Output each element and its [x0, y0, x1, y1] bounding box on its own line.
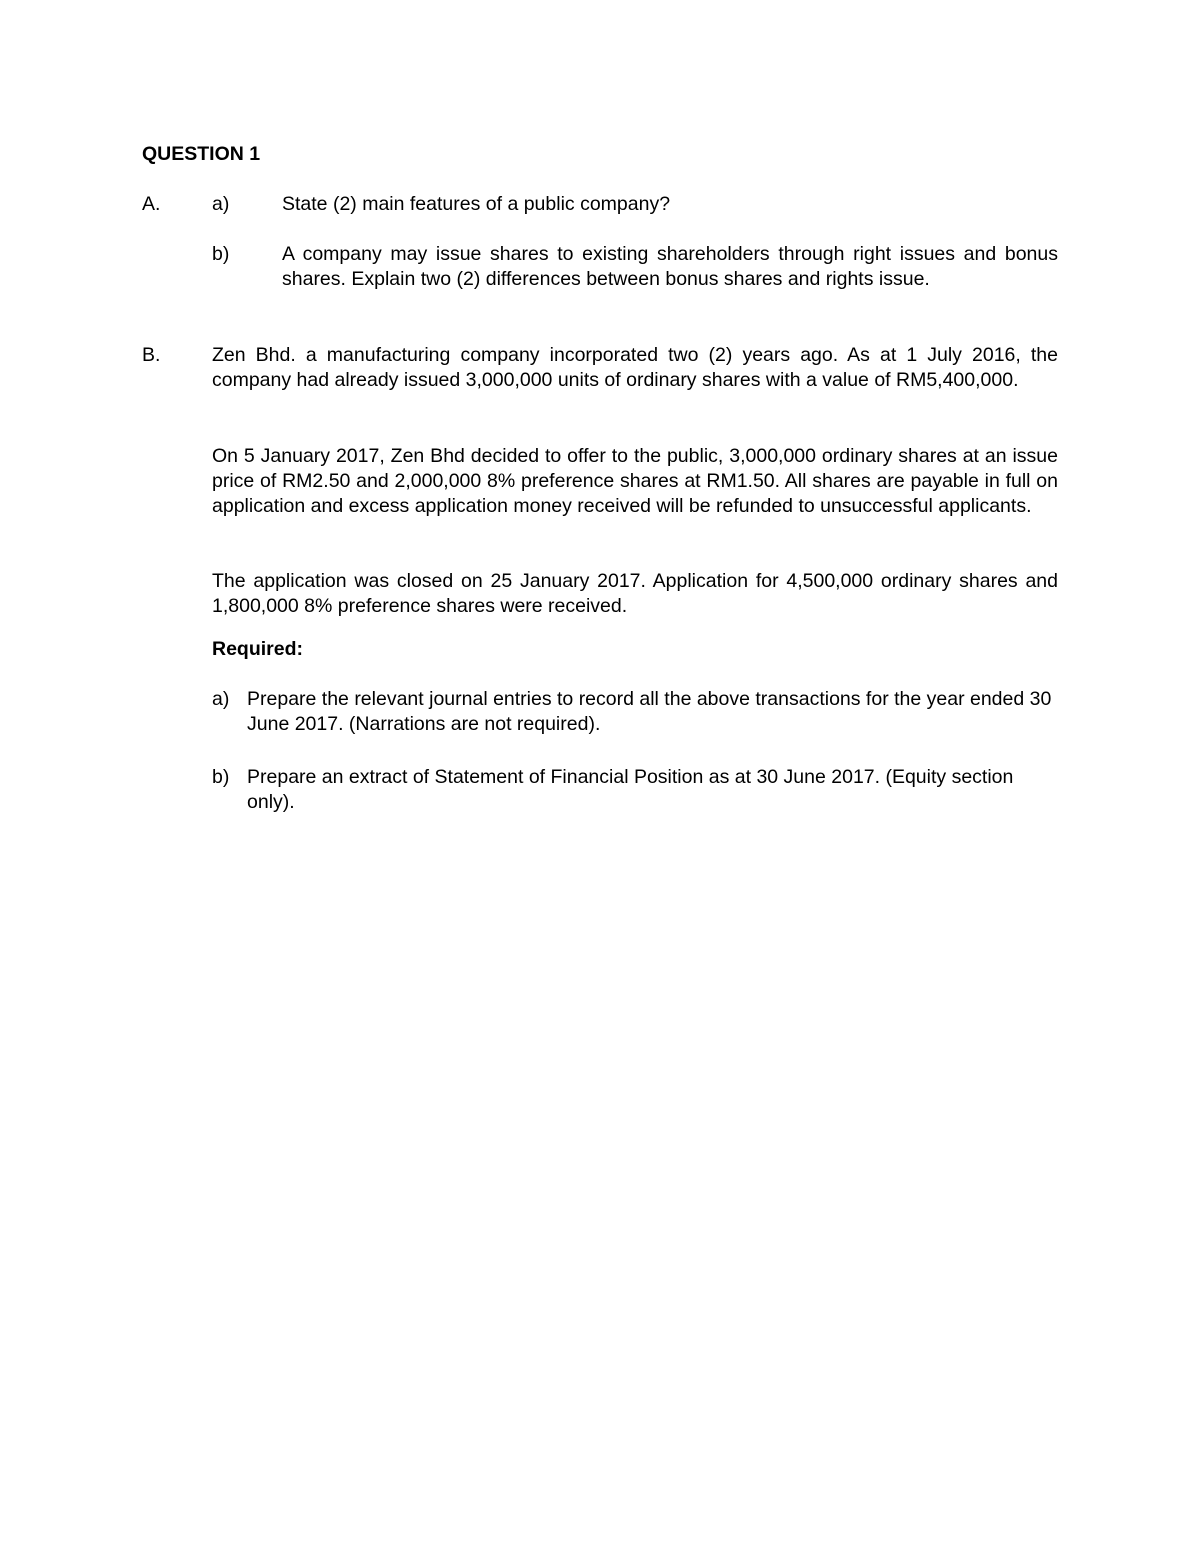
section-a-item-a-text: State (2) main features of a public company?: [282, 193, 671, 215]
section-a-letter: A.: [142, 193, 161, 215]
required-item-b-letter: b): [212, 766, 230, 788]
section-b-letter: B.: [142, 344, 161, 366]
required-heading: Required:: [212, 638, 304, 660]
section-a-item-b-letter: b): [212, 243, 230, 265]
required-item-a-letter: a): [212, 688, 230, 710]
section-a-item-b-text: A company may issue shares to existing shareholders through right issues and bonus shares. Explain two (2) differences between bonus shares and rights issue.: [282, 243, 1058, 290]
required-item-a-text: Prepare the relevant journal entries to record all the above transactions for the year ended 30 June 2017. (Narrations are not required).: [247, 688, 1052, 735]
section-a-item-a-letter: a): [212, 193, 230, 215]
section-b-paragraph-1: Zen Bhd. a manufacturing company incorporated two (2) years ago. As at 1 July 2016, the company had already issued 3,000,000 units of ordinary shares with a value of RM5,400,000.: [212, 344, 1058, 391]
section-b-paragraph-3: The application was closed on 25 January 2017. Application for 4,500,000 ordinary shares and 1,800,000 8% preference shares were received.: [212, 570, 1058, 617]
question-title: QUESTION 1: [142, 143, 261, 165]
section-b-paragraph-2: On 5 January 2017, Zen Bhd decided to offer to the public, 3,000,000 ordinary shares at an issue price of RM2.50 and 2,000,000 8% preference shares at RM1.50. All shares are payable in full on application and excess application money received will be refunded to unsuccessful applicants.: [212, 445, 1058, 517]
required-item-b-text: Prepare an extract of Statement of Financial Position as at 30 June 2017. (Equity section only).: [247, 766, 1014, 813]
